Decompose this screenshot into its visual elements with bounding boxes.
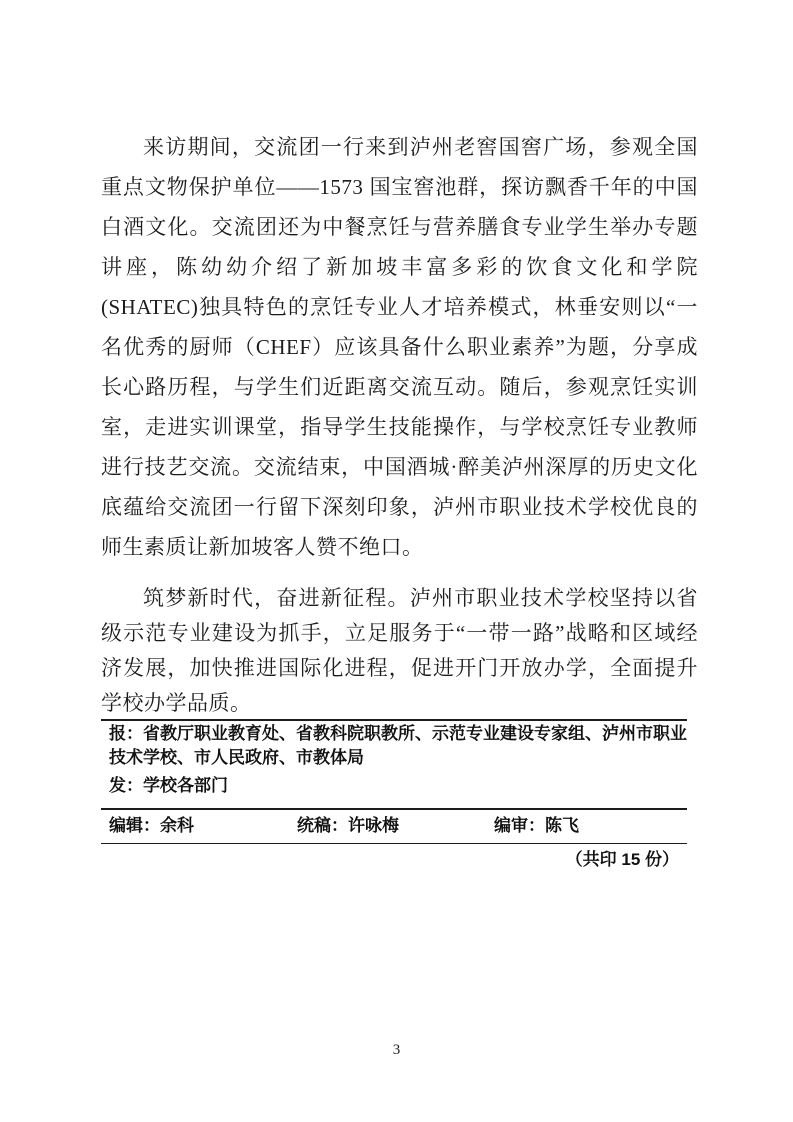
editor-name: 编辑：余科 <box>109 816 194 835</box>
report-to-line: 报：省教厅职业教育处、省教科院职教所、示范专业建设专家组、泸州市职业技术学校、市人民政府、市教体局 <box>109 724 687 767</box>
print-count-row <box>101 843 687 872</box>
page-number: 3 <box>392 1042 401 1058</box>
distribution-footer <box>101 719 687 872</box>
send-to-line: 发：学校各部门 <box>109 776 228 795</box>
editors-row <box>101 808 687 838</box>
paragraph-closing-summary: 筑梦新时代，奋进新征程。泸州市职业技术学校坚持以省级示范专业建设为抓手，立足服务于“一带一路”战略和区域经济发展，加快推进国际化进程，促进开门开放办学，全面提升学校办学品质。 <box>101 586 698 715</box>
print-count: （共印 15 份） <box>565 850 679 869</box>
paragraph-visit-exchange: 来访期间，交流团一行来到泸州老窖国窖广场，参观全国重点文物保护单位——1573 国宝窖池群，探访飘香千年的中国白酒文化。交流团还为中餐烹饪与营养膳食专业学生举办专题讲座，陈幼幼介绍了新加坡丰富多彩的饮食文化和学院(SHATEC)独具特色的烹饪专业人才培养模式，林垂安则以“一名优秀的厨师（CHEF）应该具备什么职业素养”为题，分享成长心路历程，与学生们近距离交流互动。随后，参观烹饪实训室，走进实训课堂，指导学生技能操作，与学校烹饪专业教师进行技艺交流。交流结束，中国酒城·醉美泸州深厚的历史文化底蕴给交流团一行留下深刻印象，泸州市职业技术学校优良的师生素质让新加坡客人赞不绝口。 <box>101 135 698 559</box>
body-text-block <box>101 127 698 721</box>
compiler-name: 统稿：许咏梅 <box>297 816 399 835</box>
reviewer-name: 编审：陈飞 <box>494 816 579 835</box>
